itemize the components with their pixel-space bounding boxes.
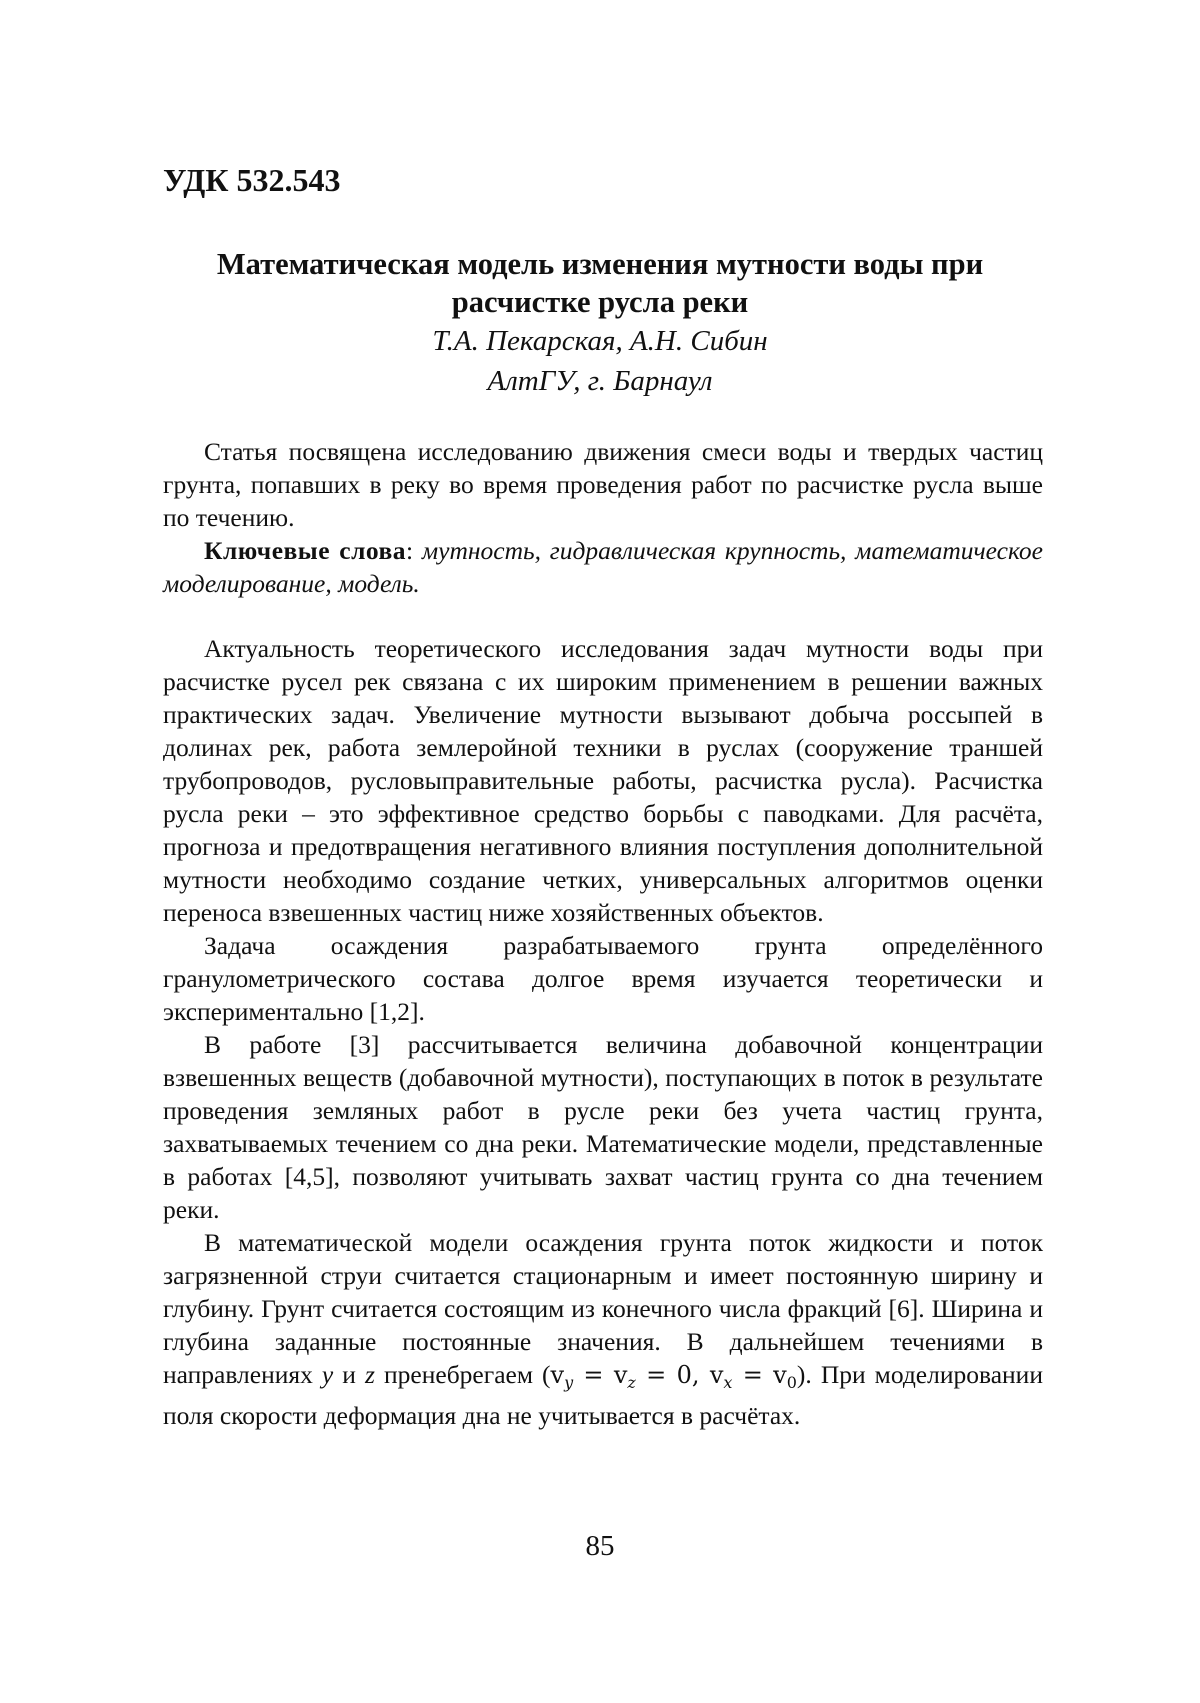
var-y: y [322, 1360, 333, 1389]
para4-and: и [333, 1360, 365, 1389]
udk-code: УДК 532.543 [163, 160, 340, 200]
keywords-colon: : [406, 536, 422, 565]
keywords-paragraph [163, 534, 1043, 600]
page-number: 85 [0, 1528, 1200, 1564]
affiliation: АлтГУ, г. Барнаул [130, 362, 1070, 400]
formula-eq2: = 0, [636, 1361, 710, 1389]
keywords-list: мутность, гидравлическая крупность, математическое моделирование, модель. [163, 536, 1043, 598]
article-body [163, 632, 1043, 1432]
formula-sub-0: 0 [787, 1373, 797, 1392]
article-title [130, 245, 1070, 321]
para4-text-mid: пренебрегаем ( [375, 1360, 551, 1389]
keywords-label: Ключевые слова [204, 536, 406, 565]
abstract-text: Статья посвящена исследованию движения смеси воды и твердых частиц грунта, попавших в реку во время проведения работ по расчистке русла выше по течению. [163, 435, 1043, 534]
body-paragraph-3: В работе [3] рассчитывается величина добавочной концентрации взвешенных веществ (добавочной мутности), поступающих в поток в результате проведения земляных работ в русле реки без учета частиц грунта, захватываемых течением со дна реки. Математические модели, представленные в работах [4,5], позволяют учитывать захват частиц грунта со дна течением реки. [163, 1028, 1043, 1226]
abstract [163, 435, 1043, 534]
title-line-2: расчистке русла реки [130, 283, 1070, 321]
keywords-block [163, 534, 1043, 600]
body-paragraph-4 [163, 1226, 1043, 1432]
formula-sub-z: z [627, 1373, 635, 1392]
formula-sub-x: x [723, 1373, 732, 1392]
velocity-formula [551, 1361, 797, 1389]
title-line-1: Математическая модель изменения мутности воды при [130, 245, 1070, 283]
body-paragraph-1: Актуальность теоретического исследования задач мутности воды при расчистке русел рек связана с их широким применением в решении важных практических задач. Увеличение мутности вызывают добыча россыпей в долинах рек, работа землеройной техники в руслах (сооружение траншей трубопроводов, русловыправительные работы, расчистка русла). Расчистка русла реки – это эффективное средство борьбы с паводками. Для расчёта, прогноза и предотвращения негативного влияния поступления дополнительной мутности необходимо создание четких, универсальных алгоритмов оценки переноса взвешенных частиц ниже хозяйственных объектов. [163, 632, 1043, 929]
formula-eq3: = [732, 1361, 773, 1389]
body-paragraph-2: Задача осаждения разрабатываемого грунта определённого гранулометрического состава долгое время изучается теоретически и экспериментально [1,2]. [163, 929, 1043, 1028]
page [0, 0, 1200, 1703]
authors: Т.А. Пекарская, А.Н. Сибин [130, 322, 1070, 360]
formula-v1: v [551, 1361, 565, 1389]
formula-sub-y: y [564, 1373, 573, 1392]
para4-text-after: ). При моделировании поля скорости деформация дна не учитывается в расчётах. [163, 1360, 1043, 1430]
formula-v2: v [614, 1361, 628, 1389]
var-z: z [365, 1360, 375, 1389]
formula-v4: v [773, 1361, 787, 1389]
para4-text-before: В математической модели осаждения грунта поток жидкости и поток загрязненной струи считается стационарным и имеет постоянную ширину и глубину. Грунт считается состоящим из конечного числа фракций [6]. Ширина и глубина заданные постоянные значения. В дальнейшем течениями в направлениях [163, 1228, 1043, 1389]
formula-eq1: = [573, 1361, 614, 1389]
formula-v3: v [710, 1361, 724, 1389]
